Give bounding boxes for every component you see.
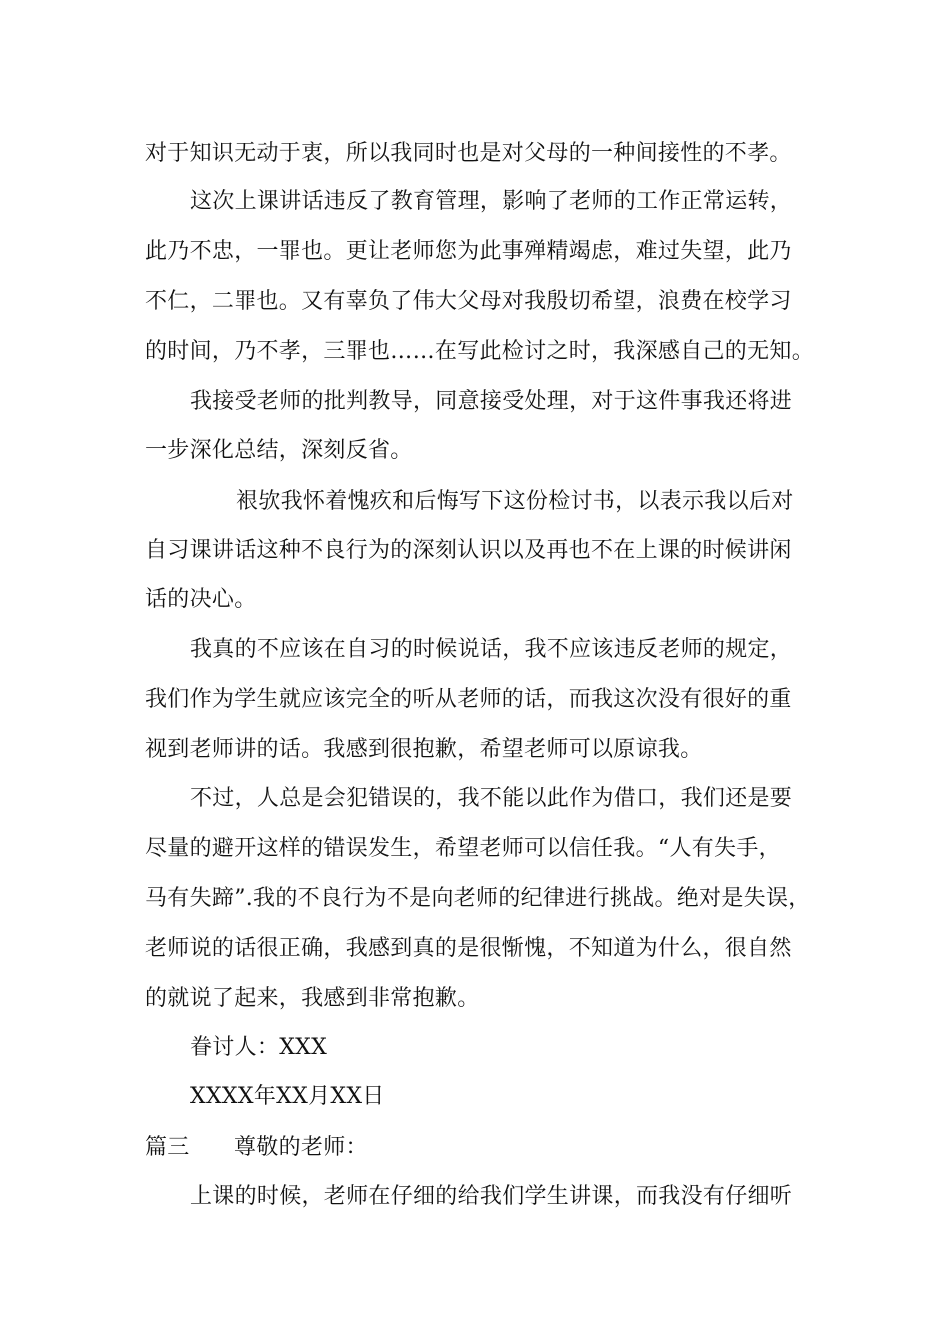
paragraph-line: 此乃不忠，一罪也。更让老师您为此事殚精竭虑，难过失望，此乃 bbox=[145, 239, 792, 264]
paragraph-line: 的时间，乃不孝，三罪也……在写此检讨之时，我深感自己的无知。 bbox=[145, 339, 815, 364]
paragraph-line: 这次上课讲话违反了教育管理，影响了老师的工作正常运转， bbox=[190, 189, 793, 214]
paragraph-line: 的就说了起来，我感到非常抱歉。 bbox=[145, 986, 480, 1011]
paragraph-line: 老师说的话很正确，我感到真的是很惭愧，不知道为什么，很自然 bbox=[145, 936, 792, 961]
section-salutation: 尊敬的老师： bbox=[234, 1135, 368, 1160]
paragraph-line: 不仁，二罪也。又有辜负了伟大父母对我殷切希望，浪费在校学习 bbox=[145, 289, 792, 314]
section-label: 篇三 bbox=[145, 1135, 190, 1160]
date-line: XXXX年XX月XX日 bbox=[190, 1084, 385, 1109]
paragraph-line: 视到老师讲的话。我感到很抱歉，希望老师可以原谅我。 bbox=[145, 737, 703, 762]
paragraph-line: 自习课讲话这种不良行为的深刻认识以及再也不在上课的时候讲闲 bbox=[145, 538, 792, 563]
paragraph-line: 我们作为学生就应该完全的听从老师的话，而我这次没有很好的重 bbox=[145, 687, 792, 712]
paragraph-line: 对于知识无动于衷，所以我同时也是对父母的一种间接性的不孝。 bbox=[145, 141, 792, 166]
paragraph-line: 我真的不应该在自习的时候说话，我不应该违反老师的规定， bbox=[190, 637, 793, 662]
paragraph-line: 不过，人总是会犯错误的，我不能以此作为借口，我们还是要 bbox=[190, 786, 793, 811]
paragraph-line: 一步深化总结，深刻反省。 bbox=[145, 438, 413, 463]
paragraph-line: 裉欤我怀着愧疚和后悔写下这份检讨书，以表示我以后对 bbox=[236, 489, 794, 514]
paragraph-line: 尽量的避开这样的错误发生，希望老师可以信任我。“人有失手， bbox=[145, 836, 781, 861]
paragraph-line: 上课的时候，老师在仔细的给我们学生讲课，而我没有仔细听 bbox=[190, 1184, 793, 1209]
signature-line: 眷讨人：XXX bbox=[190, 1035, 328, 1060]
paragraph-line: 马有失蹄”.我的不良行为不是向老师的纪律进行挑战。绝对是失误， bbox=[145, 886, 811, 911]
paragraph-line: 话的决心。 bbox=[145, 587, 257, 612]
paragraph-line: 我接受老师的批判教导，同意接受处理，对于这件事我还将进 bbox=[190, 389, 793, 414]
